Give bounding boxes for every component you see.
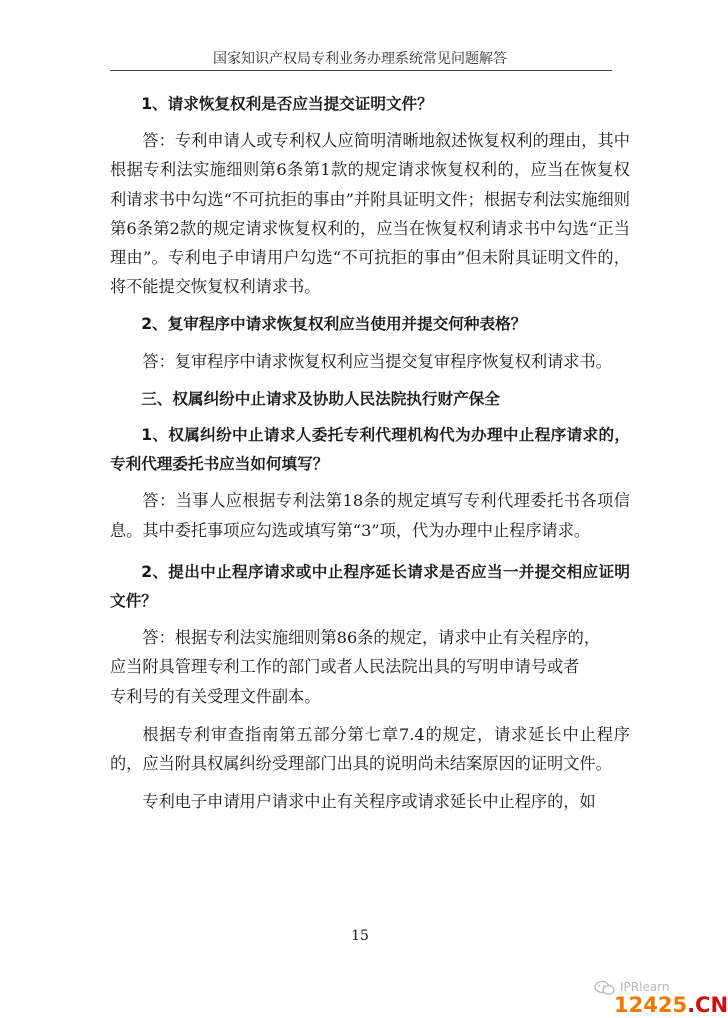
answer-2: 答：复审程序中请求恢复权利应当提交复审程序恢复权利请求书。	[142, 351, 612, 371]
section-heading-3: 三、权属纠纷中止请求及协助人民法院执行财产保全	[141, 389, 500, 408]
page-header: 国家知识产权局专利业务办理系统常见问题解答	[213, 51, 507, 67]
paragraph-5: 根据专利审查指南第五部分第七章7.4的规定，请求延长中止程序的，应当附具权属纠纷受理部门出具的说明尚未结案原因的证明文件。	[110, 724, 630, 774]
question-2: 2、复审程序中请求恢复权利应当使用并提交何种表格？	[141, 315, 527, 334]
question-3: 1、权属纠纷中止请求人委托专利代理机构代为办理中止程序请求的，专利代理委托书应当如何填写？	[110, 426, 630, 474]
logo-number: 12425	[614, 993, 688, 1017]
watermark-text: IPRlearn	[620, 980, 670, 994]
site-logo	[614, 994, 728, 1016]
question-1: 1、请求恢复权利是否应当提交证明文件？	[141, 95, 433, 113]
answer-4-line-3: 专利号的有关受理文件副本。	[110, 686, 321, 706]
answer-3: 答：当事人应根据专利法第18条的规定填写专利代理委托书各项信息。其中委托事项应勾选或填写第“3”项，代为办理中止程序请求。	[110, 491, 630, 540]
answer-4-line-2: 应当附具管理专利工作的部门或者人民法院出具的写明申请号或者	[110, 657, 580, 677]
document-body	[110, 90, 630, 816]
page-number: 15	[351, 928, 369, 944]
logo-domain: .CN	[687, 993, 728, 1017]
answer-4-line-1: 答：根据专利法实施细则第86条的规定，请求中止有关程序的，	[142, 628, 601, 648]
question-4: 2、提出中止程序请求或中止程序延长请求是否应当一并提交相应证明文件？	[110, 562, 630, 611]
answer-1: 答：专利申请人或专利权人应简明清晰地叙述恢复权利的理由，其中根据专利法实施细则第6条第1款的规定请求恢复权利的，应当在恢复权利请求书中勾选“不可抗拒的事由”并附具证明文件；根据专利法实施细则第6条第2款的规定请求恢复权利的，应当在恢复权利请求书中勾选“正当理由”。专利电子申请用户勾选“不可抗拒的事由”但未附具证明文件的，将不能提交恢复权利请求书。	[110, 131, 630, 297]
wechat-icon	[594, 980, 616, 996]
header-divider	[110, 70, 612, 71]
paragraph-6: 专利电子申请用户请求中止有关程序或请求延长中止程序的，如	[142, 792, 596, 812]
